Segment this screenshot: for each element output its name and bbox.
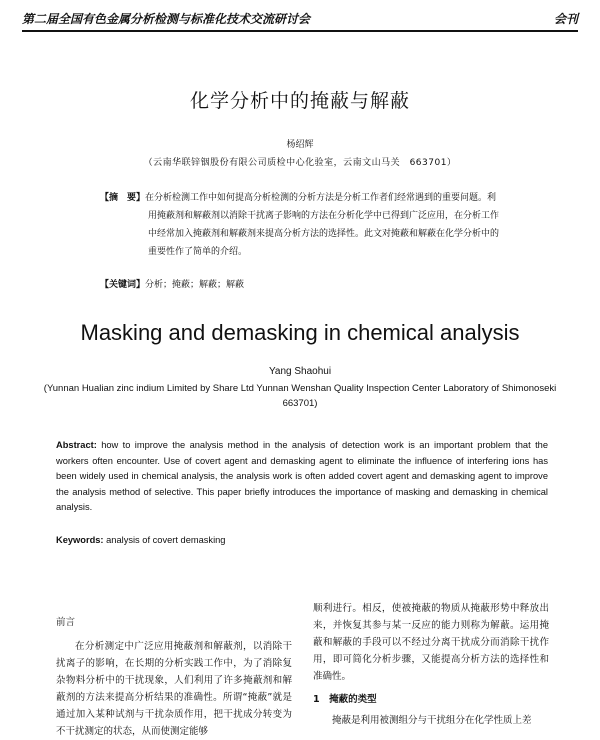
chinese-keywords-text: 分析；掩蔽；解蔽；解蔽 — [145, 280, 245, 290]
english-keywords-text: analysis of covert demasking — [103, 535, 226, 545]
right-paragraph: 顺利进行。相反，使被掩蔽的物质从掩蔽形势中释放出来，并恢复其参与某一反应的能力则称为解蔽。运用掩蔽和解蔽的手段可以不经过分离干扰成分而消除干扰作用，即可简化分析步骤，又能提高分析方法的选择性和准确性。 — [313, 603, 549, 682]
chinese-keywords — [100, 277, 244, 290]
chinese-abstract-text: 在分析检测工作中如何提高分析检测的分析方法是分析工作者们经常遇到的重要问题。利用掩蔽剂和解蔽剂以消除干扰离子影响的方法在分析化学中已得到广泛应用，在分析工作中经常加入掩蔽剂和解蔽剂来提高分析方法的选择性。此文对掩蔽和解蔽在化学分析中的重要性作了简单的介绍。 — [145, 193, 500, 257]
english-title: Masking and demasking in chemical analysis — [80, 320, 520, 345]
header-conference-title: 第二届全国有色金属分析检测与标准化技术交流研讨会 — [22, 12, 311, 26]
english-abstract — [56, 438, 548, 516]
english-keywords — [56, 535, 225, 545]
chinese-author: 杨绍辉 — [286, 140, 314, 150]
section1-paragraph: 掩蔽是利用被测组分与干扰组分在化学性质上差 — [332, 715, 532, 726]
section1-heading: 1 掩蔽的类型 — [313, 694, 377, 705]
intro-heading: 前言 — [56, 617, 76, 628]
running-header — [22, 8, 578, 32]
english-author: Yang Shaohui — [268, 366, 332, 377]
chinese-title: 化学分析中的掩蔽与解蔽 — [189, 90, 410, 112]
english-abstract-label: Abstract: — [56, 440, 97, 450]
chinese-keywords-label: 【关键词】 — [100, 280, 146, 290]
body-left-column — [56, 614, 292, 740]
english-keywords-label: Keywords: — [56, 535, 104, 545]
english-affiliation: (Yunnan Hualian zinc indium Limited by Share Ltd Yunnan Wenshan Quality Inspection Center Laboratory of Shimonoseki 663701) — [43, 383, 557, 409]
chinese-abstract — [100, 189, 500, 261]
chinese-abstract-label: 【摘 要】 — [100, 193, 146, 203]
header-section-label: 会刊 — [553, 12, 578, 26]
intro-paragraph: 在分析测定中广泛应用掩蔽剂和解蔽剂，以消除干扰离子的影响，在长期的分析实践工作中，为了消除复杂物料分析中的干扰现象，人们利用了许多掩蔽剂和解蔽剂的方法来提高分析结果的准确性。所谓“掩蔽”就是通过加入某种试剂与干扰杂质作用，把干扰成分转变为不干扰测定的状态，从而使测定能够 — [56, 641, 292, 737]
english-abstract-text: how to improve the analysis method in the analysis of detection work is an important problem that the workers often encounter. Use of covert agent and demasking agent to eliminate the influence of interfering ions has been widely used in chemical analysis, the analysis work is often added covert agent and demasking agent to improve the analysis method of selective. This paper briefly introduces the importance of masking and demasking in chemical analysis. — [56, 440, 548, 512]
chinese-affiliation: （云南华联锌铟股份有限公司质检中心化验室，云南文山马关 663701） — [143, 158, 457, 168]
body-right-column — [313, 600, 549, 729]
